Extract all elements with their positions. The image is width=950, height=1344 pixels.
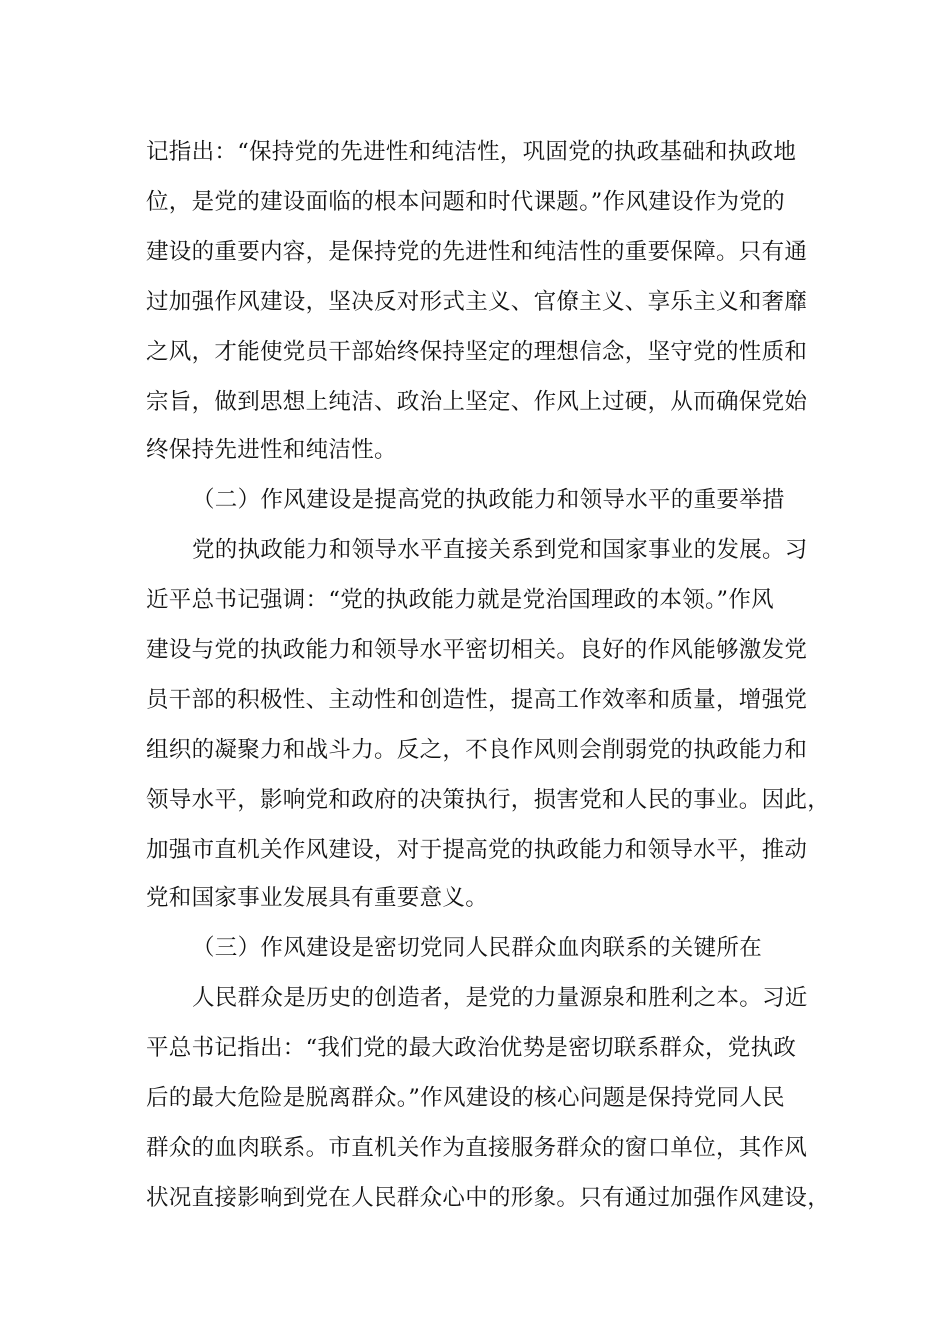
text-line: 过加强作风建设，坚决反对形式主义、官僚主义、享乐主义和奢靡 xyxy=(146,289,808,315)
text-line: 群众的血肉联系。市直机关作为直接服务群众的窗口单位，其作风 xyxy=(146,1135,808,1161)
text-line: 党的执政能力和领导水平直接关系到党和国家事业的发展。习 xyxy=(192,537,808,563)
text-line: 状况直接影响到党在人民群众心中的形象。只有通过加强作风建设， xyxy=(146,1185,831,1211)
text-line: 近平总书记强调：“党的执政能力就是党治国理政的本领。”作风 xyxy=(146,587,774,613)
section-heading: （三）作风建设是密切党同人民群众血肉联系的关键所在 xyxy=(192,935,763,961)
text-line: 记指出：“保持党的先进性和纯洁性，巩固党的执政基础和执政地 xyxy=(146,139,797,165)
text-line: 员干部的积极性、主动性和创造性，提高工作效率和质量，增强党 xyxy=(146,687,808,713)
text-line: 建设与党的执政能力和领导水平密切相关。良好的作风能够激发党 xyxy=(146,637,808,663)
text-line: 人民群众是历史的创造者，是党的力量源泉和胜利之本。习近 xyxy=(192,985,808,1011)
text-line: 终保持先进性和纯洁性。 xyxy=(146,437,397,463)
text-line: 后的最大危险是脱离群众。”作风建设的核心问题是保持党同人民 xyxy=(146,1085,785,1111)
text-line: 之风，才能使党员干部始终保持坚定的理想信念，坚守党的性质和 xyxy=(146,339,808,365)
text-line: 加强市直机关作风建设，对于提高党的执政能力和领导水平，推动 xyxy=(146,837,808,863)
section-heading: （二）作风建设是提高党的执政能力和领导水平的重要举措 xyxy=(192,487,785,513)
text-line: 宗旨，做到思想上纯洁、政治上坚定、作风上过硬，从而确保党始 xyxy=(146,389,808,415)
text-line: 位，是党的建设面临的根本问题和时代课题。”作风建设作为党的 xyxy=(146,189,785,215)
text-line: 领导水平，影响党和政府的决策执行，损害党和人民的事业。因此， xyxy=(146,787,831,813)
text-line: 组织的凝聚力和战斗力。反之，不良作风则会削弱党的执政能力和 xyxy=(146,737,808,763)
text-line: 平总书记指出：“我们党的最大政治优势是密切联系群众，党执政 xyxy=(146,1035,797,1061)
text-line: 建设的重要内容，是保持党的先进性和纯洁性的重要保障。只有通 xyxy=(146,239,808,265)
text-line: 党和国家事业发展具有重要意义。 xyxy=(146,885,489,911)
